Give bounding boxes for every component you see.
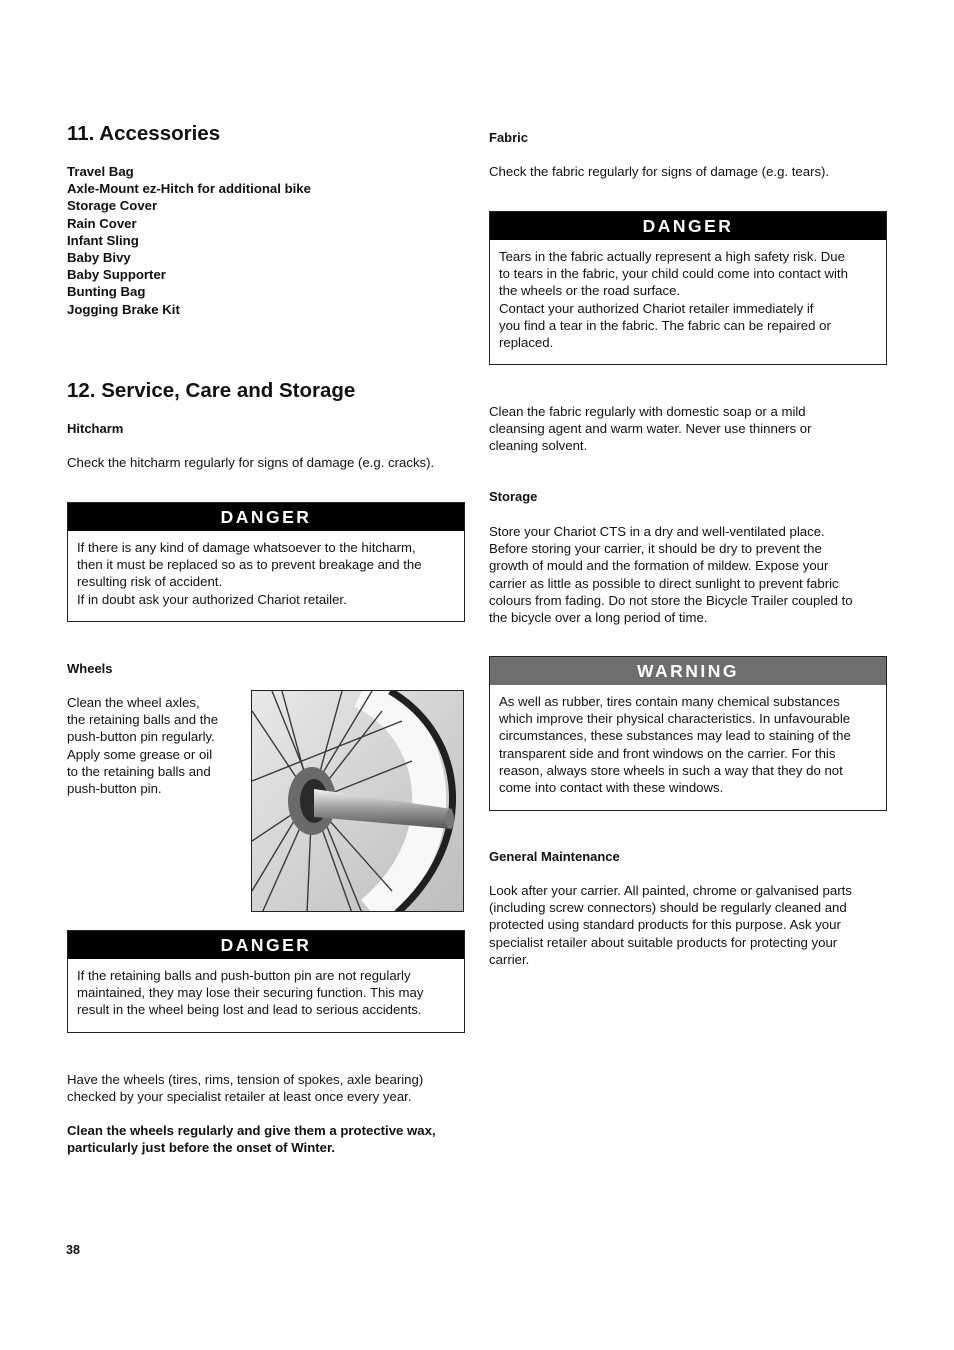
warning-label: WARNING <box>490 657 886 685</box>
warning-box-storage <box>489 656 887 811</box>
accessories-list <box>67 163 465 318</box>
text-line: Clean the fabric regularly with domestic soap or a mild <box>489 404 806 419</box>
warning-text <box>490 685 886 807</box>
storage-heading: Storage <box>489 489 538 504</box>
text-line: (including screw connectors) should be regularly cleaned and <box>489 900 847 916</box>
danger-label: DANGER <box>68 931 464 959</box>
text-line: protected using standard products for this purpose. Ask your <box>489 917 841 933</box>
text-line: the wheels or the road surface. <box>499 283 681 299</box>
danger-text <box>68 959 464 1030</box>
hitcharm-heading: Hitcharm <box>67 421 124 436</box>
text-line: If in doubt ask your authorized Chariot retailer. <box>77 591 347 607</box>
danger-label: DANGER <box>490 212 886 240</box>
page-number: 38 <box>66 1243 80 1257</box>
text-line: come into contact with these windows. <box>499 780 724 796</box>
wheels-heading: Wheels <box>67 661 113 676</box>
fabric-clean-text <box>489 403 887 455</box>
maintenance-heading: General Maintenance <box>489 849 620 864</box>
danger-label: DANGER <box>68 503 464 531</box>
storage-text <box>489 523 887 626</box>
text-line: reason, always store wheels in such a way that they do not <box>499 762 843 778</box>
text-line: specialist retailer about suitable products for protecting your <box>489 934 838 950</box>
text-line: cleaning solvent. <box>489 438 588 454</box>
text-line: Have the wheels (tires, rims, tension of spokes, axle bearing) <box>67 1072 424 1087</box>
text-line: maintained, they may lose their securing function. This may <box>77 985 424 1001</box>
list-item: Bunting Bag <box>67 284 146 300</box>
accessories-title: 11. Accessories <box>67 122 221 145</box>
list-item: Axle-Mount ez-Hitch for additional bike <box>67 181 311 197</box>
text-line: growth of mould and the formation of mildew. Expose your <box>489 558 829 574</box>
list-item: Travel Bag <box>67 164 134 179</box>
text-line: Contact your authorized Chariot retailer immediately if <box>499 300 814 316</box>
text-line: circumstances, these substances may lead to staining of the <box>499 728 851 744</box>
text-line: colours from fading. Do not store the Bicycle Trailer coupled to <box>489 592 853 608</box>
wheels-wax-note <box>67 1122 465 1156</box>
text-line: Clean the wheel axles, <box>67 695 200 710</box>
maintenance-text <box>489 882 887 968</box>
service-title: 12. Service, Care and Storage <box>67 379 356 402</box>
text-line: you find a tear in the fabric. The fabric can be repaired or <box>499 317 831 333</box>
text-line: As well as rubber, tires contain many chemical substances <box>499 694 840 709</box>
text-line: Store your Chariot CTS in a dry and well-ventilated place. <box>489 524 825 539</box>
text-line: If there is any kind of damage whatsoever to the hitcharm, <box>77 540 416 555</box>
text-line: resulting risk of accident. <box>77 574 223 590</box>
list-item: Baby Supporter <box>67 267 166 283</box>
text-line: Look after your carrier. All painted, chrome or galvanised parts <box>489 883 852 898</box>
text-line: push-button pin. <box>67 781 162 797</box>
text-line: push-button pin regularly. <box>67 729 215 745</box>
text-line: particularly just before the onset of Winter. <box>67 1140 336 1156</box>
text-line: to the retaining balls and <box>67 763 211 779</box>
danger-text <box>68 531 464 619</box>
hitcharm-text: Check the hitcharm regularly for signs of damage (e.g. cracks). <box>67 455 435 470</box>
text-line: replaced. <box>499 335 554 351</box>
wheel-axle-photo <box>251 690 464 912</box>
fabric-text: Check the fabric regularly for signs of damage (e.g. tears). <box>489 164 830 179</box>
text-line: cleansing agent and warm water. Never use thinners or <box>489 421 812 437</box>
wheels-text <box>67 694 247 797</box>
text-line: transparent side and front windows on the carrier. For this <box>499 745 836 761</box>
text-line: which improve their physical characteristics. In unfavourable <box>499 711 851 727</box>
list-item: Infant Sling <box>67 232 139 248</box>
text-line: carrier. <box>489 951 530 967</box>
text-line: Before storing your carrier, it should be dry to prevent the <box>489 541 822 557</box>
text-line: to tears in the fabric, your child could come into contact with <box>499 266 848 282</box>
text-line: the bicycle over a long period of time. <box>489 610 708 626</box>
text-line: checked by your specialist retailer at least once every year. <box>67 1089 412 1105</box>
text-line: Tears in the fabric actually represent a high safety risk. Due <box>499 249 845 264</box>
text-line: the retaining balls and the <box>67 712 219 728</box>
danger-text <box>490 240 886 362</box>
text-line: result in the wheel being lost and lead to serious accidents. <box>77 1002 422 1018</box>
text-line: If the retaining balls and push-button pin are not regularly <box>77 968 411 983</box>
danger-box-fabric <box>489 211 887 365</box>
danger-box-hitcharm <box>67 502 465 622</box>
text-line: carrier as little as possible to direct sunlight to prevent fabric <box>489 575 839 591</box>
list-item: Baby Bivy <box>67 250 131 266</box>
list-item: Jogging Brake Kit <box>67 301 180 317</box>
text-line: Apply some grease or oil <box>67 746 213 762</box>
list-item: Storage Cover <box>67 198 158 214</box>
text-line: then it must be replaced so as to prevent breakage and the <box>77 557 422 573</box>
wheels-check-text <box>67 1071 465 1105</box>
text-line: Clean the wheels regularly and give them a protective wax, <box>67 1123 436 1138</box>
fabric-heading: Fabric <box>489 130 529 145</box>
list-item: Rain Cover <box>67 215 137 231</box>
danger-box-wheels <box>67 930 465 1033</box>
